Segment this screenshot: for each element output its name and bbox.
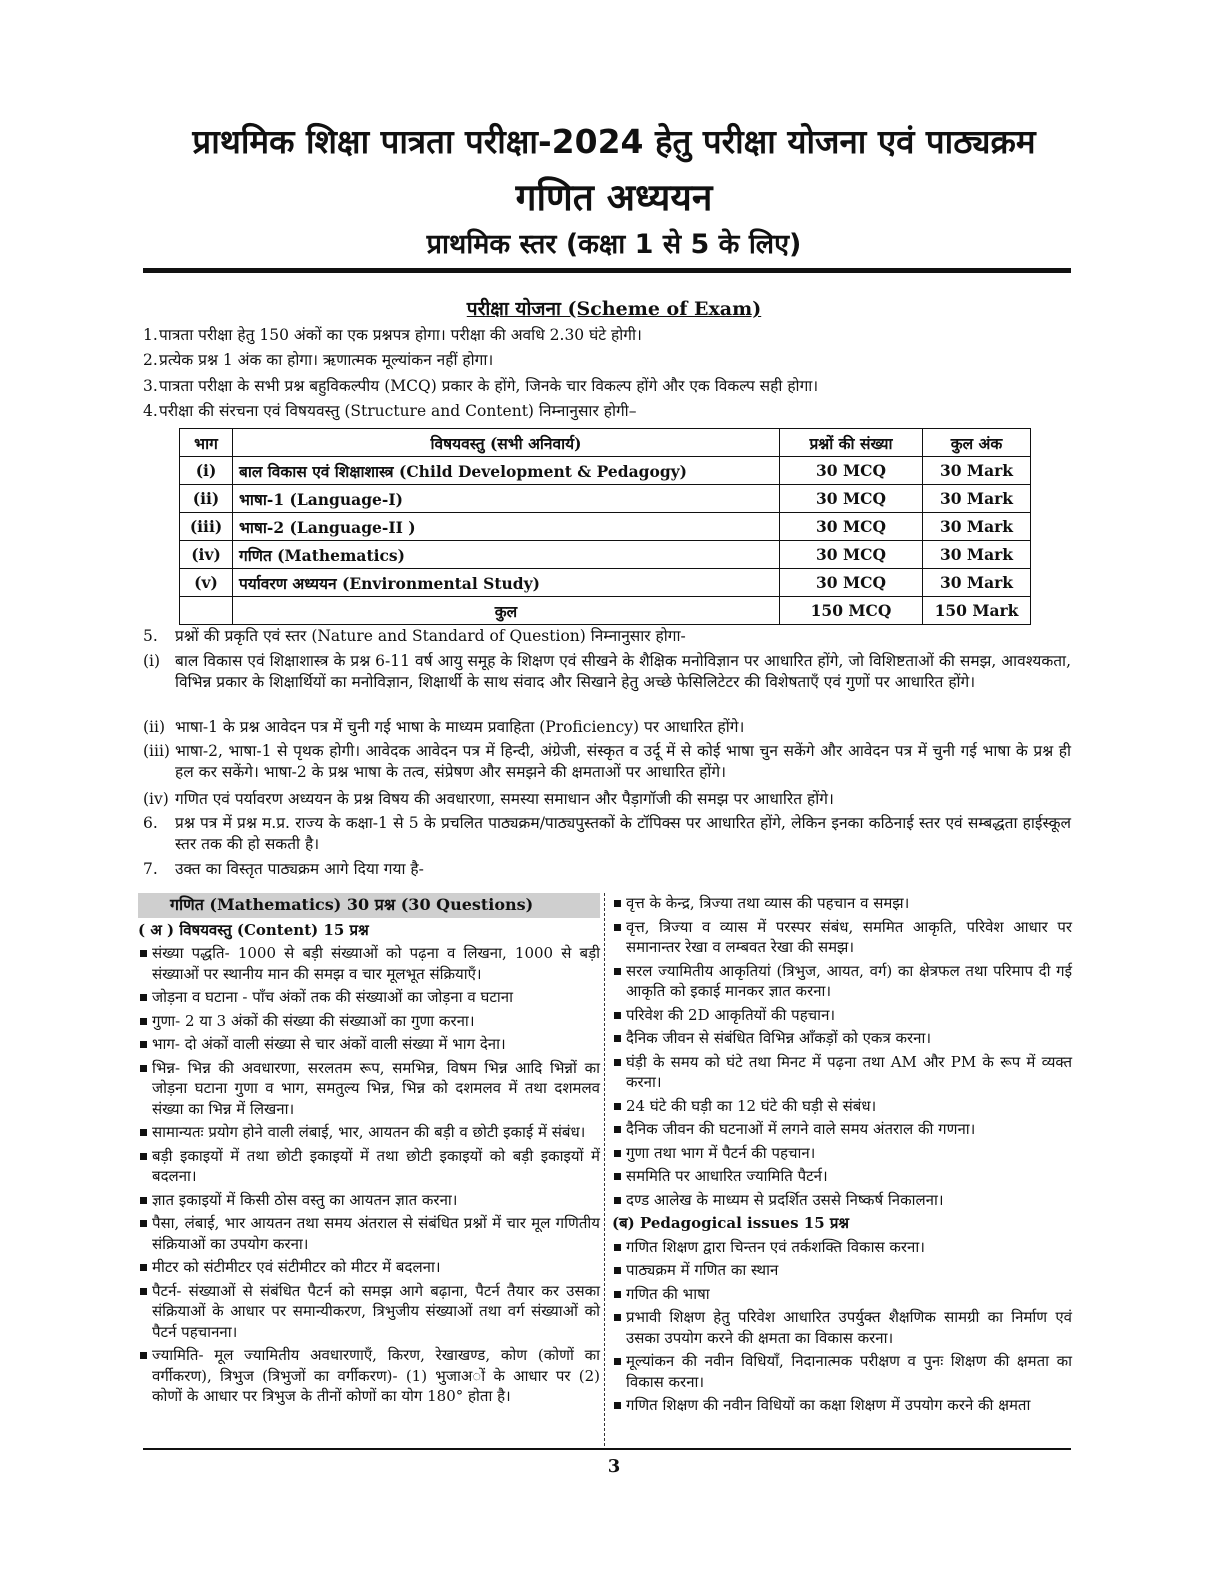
part-cell: (v)	[180, 569, 233, 597]
list-item: परिवेश की 2D आकृतियों की पहचान।	[612, 1005, 1072, 1026]
item-number: 7.	[143, 860, 158, 878]
point-number: 4.	[143, 402, 158, 420]
list-item: मीटर को संटीमीटर एवं संटीमीटर को मीटर में बदलना।	[138, 1257, 600, 1278]
list-item: जोड़ना व घटाना - पाँच अंकों तक की संख्याओं का जोड़ना व घटाना	[138, 987, 600, 1008]
list-item: 24 घंटे की घड़ी का 12 घंटे की घड़ी से संबंध।	[612, 1096, 1072, 1117]
subject-cell: पर्यावरण अध्ययन (Environmental Study)	[233, 569, 780, 597]
point-text: प्रत्येक प्रश्न 1 अंक का होगा। ऋणात्मक मूल्यांकन नहीं होगा।	[159, 351, 494, 369]
point-text: परीक्षा की संरचना एवं विषयवस्तु (Structure and Content) निम्नानुसार होगी–	[159, 402, 637, 420]
table-row	[180, 485, 1031, 513]
nature-item	[143, 813, 1071, 855]
list-item: ज्ञात इकाइयों में किसी ठोस वस्तु का आयतन ज्ञात करना।	[138, 1190, 600, 1211]
marks-cell: 30 Mark	[923, 457, 1031, 485]
item-number: (iv)	[143, 790, 169, 808]
point-text: पात्रता परीक्षा के सभी प्रश्न बहुविकल्पीय (MCQ) प्रकार के होंगे, जिनके चार विकल्प होंगे और एक विकल्प सही होगा।	[159, 377, 819, 395]
item-number: (i)	[143, 652, 161, 670]
scheme-point	[143, 350, 1071, 371]
table-row	[180, 541, 1031, 569]
header-content: विषयवस्तु (सभी अनिवार्य)	[233, 429, 780, 457]
part-cell: (i)	[180, 457, 233, 485]
content-heading: ( अ ) विषयवस्तु (Content) 15 प्रश्न	[138, 920, 369, 939]
header-part: भाग	[180, 429, 233, 457]
nature-item	[143, 626, 1071, 647]
list-item: गुणा तथा भाग में पैटर्न की पहचान।	[612, 1143, 1072, 1164]
list-item: सरल ज्यामितीय आकृतियां (त्रिभुज, आयत, वर्ग) का क्षेत्रफल तथा परिमाप दी गई आकृति को इकाई मानकर ज्ञात करना।	[612, 961, 1072, 1002]
table-row	[180, 569, 1031, 597]
scheme-point	[143, 401, 1071, 422]
footer-rule	[143, 1448, 1071, 1450]
list-item: भाग- दो अंकों वाली संख्या से चार अंकों वाली संख्या में भाग देना।	[138, 1034, 600, 1055]
questions-cell: 30 MCQ	[780, 457, 923, 485]
marks-cell: 30 Mark	[923, 569, 1031, 597]
item-number: (iii)	[143, 742, 170, 760]
subject-title: गणित अध्ययन	[515, 176, 713, 219]
item-text: प्रश्न पत्र में प्रश्न म.प्र. राज्य के कक्षा-1 से 5 के प्रचलित पाठ्यक्रम/पाठ्यपुस्तकों के टॉपिक्स पर आधारित होंगे, लेकिन इनका कठिनाई स्तर एवं सम्बद्धता हाईस्कूल स्तर तक की हो सकती है।	[175, 814, 1071, 853]
list-item: दण्ड आलेख के माध्यम से प्रदर्शित उससे निष्कर्ष निकालना।	[612, 1190, 1072, 1211]
part-cell: (iii)	[180, 513, 233, 541]
syllabus-right-column	[612, 893, 1072, 1419]
nature-item	[143, 789, 1071, 810]
marks-cell: 30 Mark	[923, 513, 1031, 541]
syllabus-left-column	[138, 893, 600, 1410]
list-item: संख्या पद्धति- 1000 से बड़ी संख्याओं को पढ़ना व लिखना, 1000 से बड़ी संख्याओं पर स्थानीय मान की समझ व चार मूलभूत संक्रियाएँ।	[138, 943, 600, 984]
list-item: गणित शिक्षण की नवीन विधियों का कक्षा शिक्षण में उपयोग करने की क्षमता	[612, 1395, 1072, 1416]
part-cell: (ii)	[180, 485, 233, 513]
list-item: भिन्न- भिन्न की अवधारणा, सरलतम रूप, समभिन्न, विषम भिन्न आदि भिन्नों का जोड़ना घटाना गुणा व भाग, समतुल्य भिन्न, भिन्न को दशमलव में तथा दशमलव संख्या का भिन्न में लिखना।	[138, 1058, 600, 1120]
document-title: प्राथमिक शिक्षा पात्रता परीक्षा-2024 हेतु परीक्षा योजना एवं पाठ्यक्रम	[192, 122, 1036, 161]
list-item: वृत्त के केन्द्र, त्रिज्या तथा व्यास की पहचान व समझ।	[612, 893, 1072, 914]
marks-cell: 30 Mark	[923, 485, 1031, 513]
scheme-point	[143, 325, 1071, 346]
questions-cell: 30 MCQ	[780, 569, 923, 597]
header-question-count: प्रश्नों की संख्या	[780, 429, 923, 457]
list-item: पाठ्यक्रम में गणित का स्थान	[612, 1260, 1072, 1281]
list-item: मूल्यांकन की नवीन विधियाँ, निदानात्मक परीक्षण व पुनः शिक्षण की क्षमता का विकास करना।	[612, 1351, 1072, 1392]
total-label-cell: कुल	[233, 597, 780, 625]
mathematics-band: गणित (Mathematics) 30 प्रश्न (30 Questions)	[138, 893, 600, 918]
list-item: गणित शिक्षण द्वारा चिन्तन एवं तर्कशक्ति विकास करना।	[612, 1237, 1072, 1258]
marks-cell: 30 Mark	[923, 541, 1031, 569]
page-number: 3	[607, 1456, 621, 1477]
subject-cell: भाषा-1 (Language-I)	[233, 485, 780, 513]
point-number: 3.	[143, 377, 158, 395]
scheme-point	[143, 376, 1071, 397]
item-text: भाषा-2, भाषा-1 से पृथक होगी। आवेदक आवेदन पत्र में हिन्दी, अंग्रेजी, संस्कृत व उर्दू में से कोई भाषा चुन सकेंगे और आवेदन पत्र में चुनी गई भाषा के प्रश्न ही हल कर सकेंगे। भाषा-2 के प्रश्न भाषा के तत्व, संप्रेषण और समझने की क्षमताओं पर आधारित होंगे।	[175, 742, 1071, 781]
table-row	[180, 457, 1031, 485]
table-total-row	[180, 597, 1031, 625]
nature-item	[143, 651, 1071, 693]
table-header-row	[180, 429, 1031, 457]
list-item: ज्यामिति- मूल ज्यामितीय अवधारणाएँ, किरण, रेखाखण्ड, कोण (कोणों का वर्गीकरण), त्रिभुज (त्रिभुजों का वर्गीकरण)- (1) भुजाअों के आधार पर (2) कोणों के आधार पर त्रिभुज के तीनों कोणों का योग 180° होता है।	[138, 1345, 600, 1407]
nature-item	[143, 717, 1071, 738]
pedagogy-heading: (ब) Pedagogical issues 15 प्रश्न	[612, 1214, 850, 1232]
questions-cell: 30 MCQ	[780, 541, 923, 569]
point-number: 1.	[143, 326, 158, 344]
list-item: सामान्यतः प्रयोग होने वाली लंबाई, भार, आयतन की बड़ी व छोटी इकाई में संबंध।	[138, 1122, 600, 1143]
header-rule	[143, 268, 1071, 273]
empty-cell	[180, 597, 233, 625]
list-item: पैटर्न- संख्याओं से संबंधित पैटर्न को समझ आगे बढ़ाना, पैटर्न तैयार कर उसका संक्रियाओं के आधार पर समान्यीकरण, त्रिभुजीय संख्याओं तथा वर्ग संख्याओं को पैटर्न पहचानना।	[138, 1281, 600, 1343]
exam-structure-table	[179, 428, 1031, 625]
item-text: भाषा-1 के प्रश्न आवेदन पत्र में चुनी गई भाषा के माध्यम प्रवाहिता (Proficiency) पर आधारित होंगे।	[175, 718, 745, 736]
scheme-heading: परीक्षा योजना (Scheme of Exam)	[466, 298, 762, 320]
subject-cell: बाल विकास एवं शिक्षाशास्त्र (Child Development & Pedagogy)	[233, 457, 780, 485]
nature-item	[143, 859, 1071, 880]
level-title: प्राथमिक स्तर (कक्षा 1 से 5 के लिए)	[426, 229, 802, 260]
part-cell: (iv)	[180, 541, 233, 569]
list-item: दैनिक जीवन से संबंधित विभिन्न आँकड़ों को एकत्र करना।	[612, 1028, 1072, 1049]
list-item: सममिति पर आधारित ज्यामिति पैटर्न।	[612, 1166, 1072, 1187]
item-text: उक्त का विस्तृत पाठ्यक्रम आगे दिया गया है-	[175, 860, 424, 878]
list-item: घंड़ी के समय को घंटे तथा मिनट में पढ़ना तथा AM और PM के रूप में व्यक्त करना।	[612, 1052, 1072, 1093]
list-item: प्रभावी शिक्षण हेतु परिवेश आधारित उपर्युक्त शैक्षणिक सामग्री का निर्माण एवं उसका उपयोग करने की क्षमता का विकास करना।	[612, 1307, 1072, 1348]
subject-cell: गणित (Mathematics)	[233, 541, 780, 569]
list-item: गणित की भाषा	[612, 1284, 1072, 1305]
nature-item	[143, 741, 1071, 783]
total-marks-cell: 150 Mark	[923, 597, 1031, 625]
column-divider	[604, 893, 605, 1446]
list-item: दैनिक जीवन की घटनाओं में लगने वाले समय अंतराल की गणना।	[612, 1119, 1072, 1140]
questions-cell: 30 MCQ	[780, 513, 923, 541]
item-number: (ii)	[143, 718, 166, 736]
item-text: गणित एवं पर्यावरण अध्ययन के प्रश्न विषय की अवधारणा, समस्या समाधान और पैड़ागॉजी की समझ पर आधारित होंगे।	[175, 790, 834, 808]
item-number: 6.	[143, 814, 158, 832]
header-total-marks: कुल अंक	[923, 429, 1031, 457]
subject-cell: भाषा-2 (Language-II )	[233, 513, 780, 541]
item-number: 5.	[143, 627, 158, 645]
list-item: वृत्त, त्रिज्या व व्यास में परस्पर संबंध, सममित आकृति, परिवेश आधार पर समानान्तर रेखा व लम्बवत रेखा की समझ।	[612, 917, 1072, 958]
item-text: बाल विकास एवं शिक्षाशास्त्र के प्रश्न 6-11 वर्ष आयु समूह के शिक्षण एवं सीखने के शैक्षिक मनोविज्ञान पर आधारित होंगे, जो विशिष्टताओं की समझ, आवश्यकता, विभिन्न प्रकार के शिक्षार्थियों का मनोविज्ञान, शिक्षार्थी के साथ संवाद और सिखाने हेतु अच्छे फेसिलिटेटर की विशेषताएँ एवं गुणों पर आधारित होंगे।	[175, 652, 1071, 691]
questions-cell: 30 MCQ	[780, 485, 923, 513]
total-questions-cell: 150 MCQ	[780, 597, 923, 625]
list-item: पैसा, लंबाई, भार आयतन तथा समय अंतराल से संबंधित प्रश्नों में चार मूल गणितीय संक्रियाओं का उपयोग करना।	[138, 1213, 600, 1254]
list-item: बड़ी इकाइयों में तथा छोटी इकाइयों में तथा छोटी इकाइयों को बड़ी इकाइयों में बदलना।	[138, 1146, 600, 1187]
item-text: प्रश्नों की प्रकृति एवं स्तर (Nature and Standard of Question) निम्नानुसार होगा-	[175, 627, 686, 645]
table-row	[180, 513, 1031, 541]
point-text: पात्रता परीक्षा हेतु 150 अंकों का एक प्रश्नपत्र होगा। परीक्षा की अवधि 2.30 घंटे होगी।	[159, 326, 642, 344]
point-number: 2.	[143, 351, 158, 369]
list-item: गुणा- 2 या 3 अंकों की संख्या की संख्याओं का गुणा करना।	[138, 1011, 600, 1032]
